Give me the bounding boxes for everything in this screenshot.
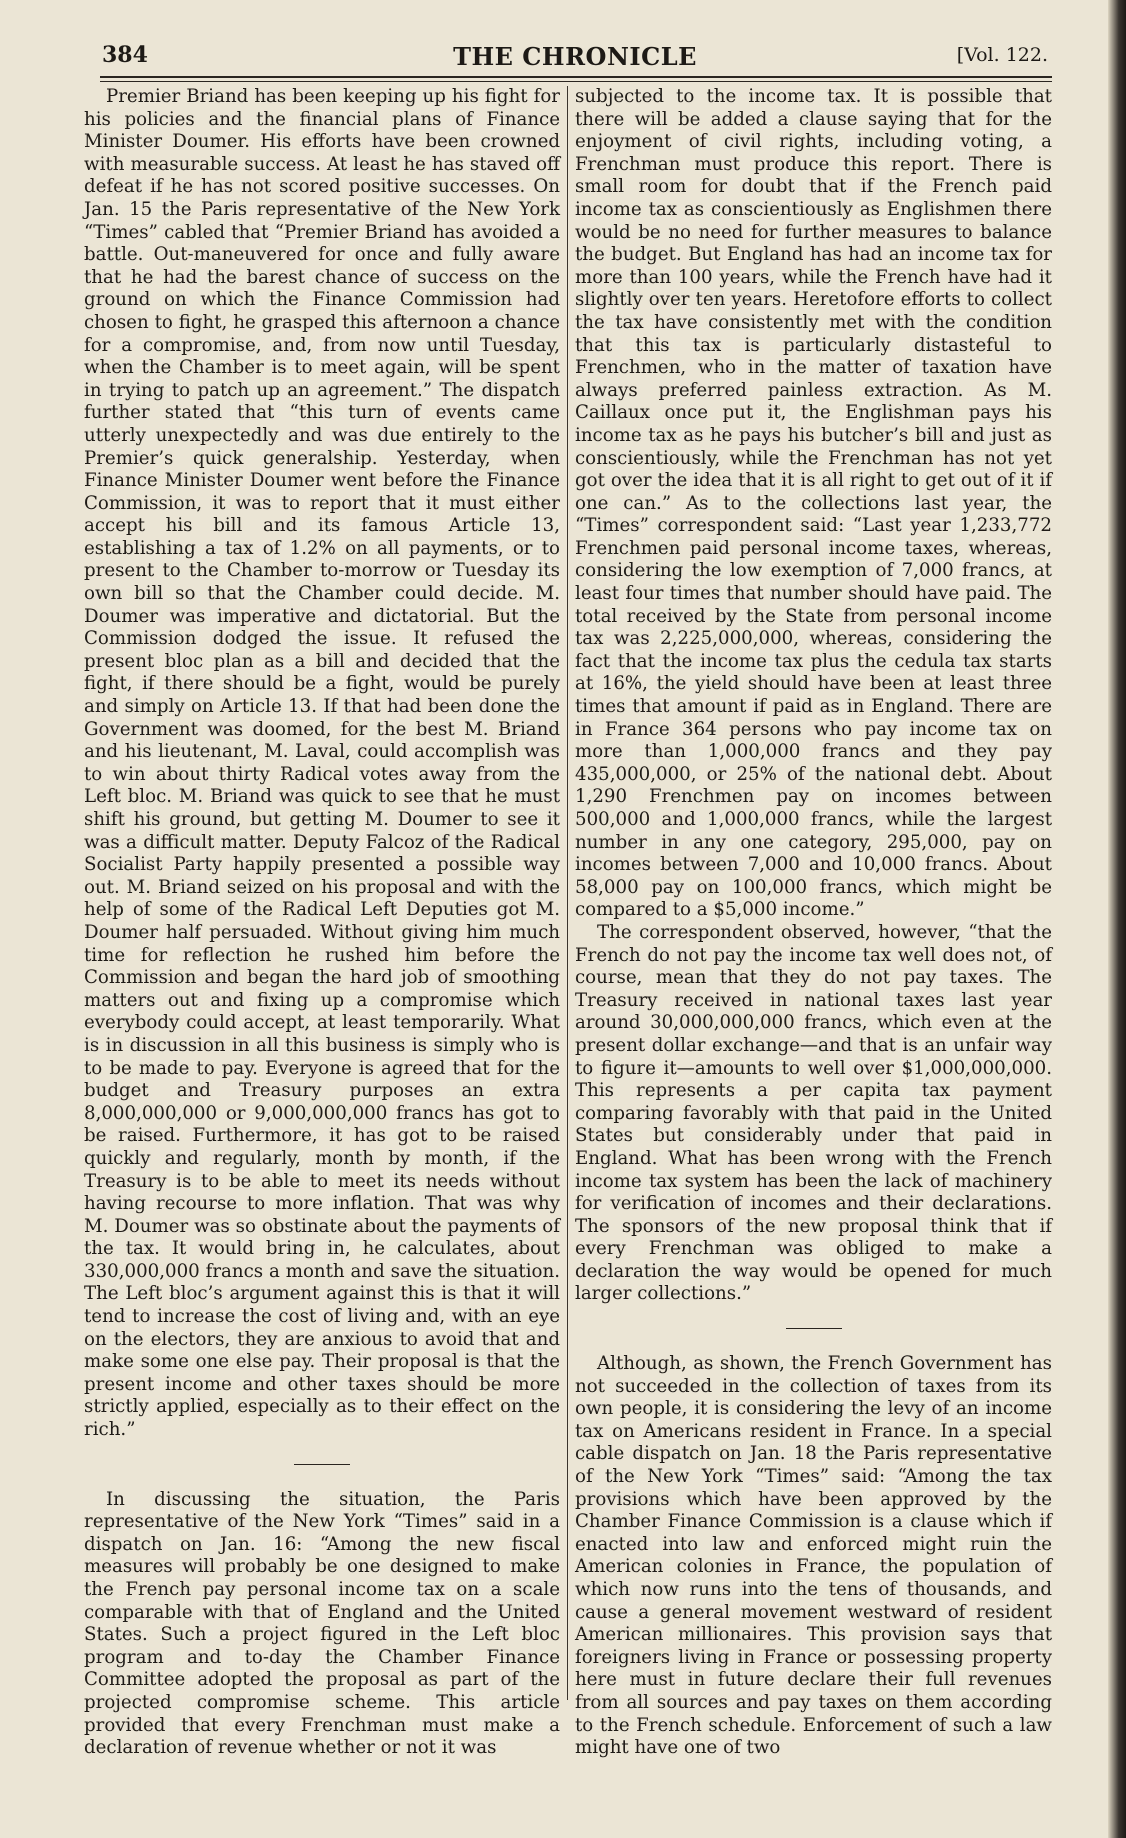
publication-title: THE CHRONICLE [453, 42, 697, 71]
right-column [575, 86, 1052, 1760]
header-rule [100, 76, 1052, 78]
header-rule-thin [100, 81, 1052, 82]
right-paragraph-correspondent: The correspondent observed, however, “that the French do not pay the income tax well does not, of course, mean that they do not pay taxes. The Treasury received in national taxes last year around 30,000,000,000 francs, which even at the present dollar exchange—and that is an unfair way to figure it—amounts to well over $1,000,000,000. This represents a per capita tax payment comparing favorably with that paid in the United States but considerably under that paid in England. What has been wrong with the French income tax system has been the lack of machinery for verification of incomes and their declarations. The sponsors of the new proposal think that if every Frenchman was obliged to make a declaration the way would be opened for much larger collections.” [575, 921, 1052, 1305]
page-edge-shadow [1108, 0, 1126, 1838]
left-paragraph-briand: Premier Briand has been keeping up his fight for his policies and the financial plans of Finance Minister Doumer. His efforts have been crowned with measurable success. At least he has staved off defeat if he has not scored positive successes. On Jan. 15 the Paris representative of the New York “Times” cabled that “Premier Briand has avoided a battle. Out-maneuvered for once and fully aware that he had the barest chance of success on the ground on which the Finance Commission had chosen to fight, he grasped this afternoon a chance for a compromise, and, from now until Tuesday, when the Chamber is to meet again, will be spent in trying to patch up an agreement.” The dispatch further stated that “this turn of events came utterly unexpectedly and was due entirely to the Premier’s quick generalship. Yesterday, when Finance Minister Doumer went before the Finance Commission, it was to report that it must either accept his bill and its famous Article 13, establishing a tax of 1.2% on all payments, or to present to the Chamber to-morrow or Tuesday its own bill so that the Chamber could decide. M. Doumer was imperative and dictatorial. But the Commission dodged the issue. It refused the present bloc plan as a bill and decided that the fight, if there should be a fight, would be purely and simply on Article 13. If that had been done the Government was doomed, for the best M. Briand and his lieutenant, M. Laval, could accomplish was to win about thirty Radical votes away from the Left bloc. M. Briand was quick to see that he must shift his ground, but getting M. Doumer to see it was a difficult matter. Deputy Falcoz of the Radical Socialist Party happily presented a possible way out. M. Briand seized on his proposal and with the help of some of the Radical Left Deputies got M. Doumer half persuaded. Without giving him much time for reflection he rushed him before the Commission and began the hard job of smoothing matters out and fixing up a compromise which everybody could accept, at least temporarily. What is in discussion in all this business is simply who is to be made to pay. Everyone is agreed that for the budget and Treasury purposes an extra 8,000,000,000 or 9,000,000,000 francs has got to be raised. Furthermore, it has got to be raised quickly and regularly, month by month, if the Treasury is to be able to meet its needs without having recourse to more inflation. That was why M. Doumer was so obstinate about the payments of the tax. It would bring in, he calculates, about 330,000,000 francs a month and save the situation. The Left bloc’s argument against this is that it will tend to increase the cost of living and, with an eye on the electors, they are anxious to avoid that and make some one else pay. Their proposal is that the present income and other taxes should be more strictly applied, especially as to their effect on the rich.” [84, 86, 560, 1441]
right-paragraph-americans: Although, as shown, the French Government has not succeeded in the collection of taxes from its own people, it is considering the levy of an income tax on Americans resident in France. In a special cable dispatch on Jan. 18 the Paris representative of the New York “Times” said: “Among the tax provisions which have been approved by the Chamber Finance Commission is a clause which if enacted into law and enforced might ruin the American colonies in France, the population of which now runs into the tens of thousands, and cause a general movement westward of resident American millionaires. This provision says that foreigners living in France or possessing property here must in future declare their full revenues from all sources and pay taxes on them according to the French schedule. Enforcement of such a law might have one of two [575, 1353, 1052, 1759]
page-number: 384 [102, 42, 148, 68]
section-separator [294, 1464, 350, 1465]
left-paragraph-income-tax: In discussing the situation, the Paris representative of the New York “Times” said in a dispatch on Jan. 16: “Among the new fiscal measures will probably be one designed to make the French pay personal income tax on a scale comparable with that of England and the United States. Such a project figured in the Left bloc program and to-day the Chamber Finance Committee adopted the proposal as part of the projected compromise scheme. This article provided that every Frenchman must make a declaration of revenue whether or not it was [84, 1488, 560, 1759]
page-header [102, 42, 1048, 72]
left-column [84, 86, 560, 1760]
right-paragraph-continued: subjected to the income tax. It is possible that there will be added a clause saying that for the enjoyment of civil rights, including voting, a Frenchman must produce this report. There is small room for doubt that if the French paid income tax as conscientiously as Englishmen there would be no need for further measures to balance the budget. But England has had an income tax for more than 100 years, while the French have had it slightly over ten years. Heretofore efforts to collect the tax have consistently met with the condition that this tax is particularly distasteful to Frenchmen, who in the matter of taxation have always preferred painless extraction. As M. Caillaux once put it, the Englishman pays his income tax as he pays his butcher’s bill and just as conscientiously, while the Frenchman has not yet got over the idea that it is all right to get out of it if one can.” As to the collections last year, the “Times” correspondent said: “Last year 1,233,772 Frenchmen paid personal income taxes, whereas, considering the low exemption of 7,000 francs, at least four times that number should have paid. The total received by the State from personal income tax was 2,225,000,000, whereas, considering the fact that the income tax plus the cedula tax starts at 16%, the yield should have been at least three times that amount if paid as in England. There are in France 364 persons who pay income tax on more than 1,000,000 francs and they pay 435,000,000, or 25% of the national debt. About 1,290 Frenchmen pay on incomes between 500,000 and 1,000,000 francs, while the largest number in any one category, 295,000, pay on incomes between 7,000 and 10,000 francs. About 58,000 pay on 100,000 francs, which might be compared to a $5,000 income.” [575, 86, 1052, 921]
column-divider [567, 86, 568, 1700]
volume-label: [Vol. 122. [956, 44, 1048, 66]
section-separator [786, 1328, 842, 1329]
